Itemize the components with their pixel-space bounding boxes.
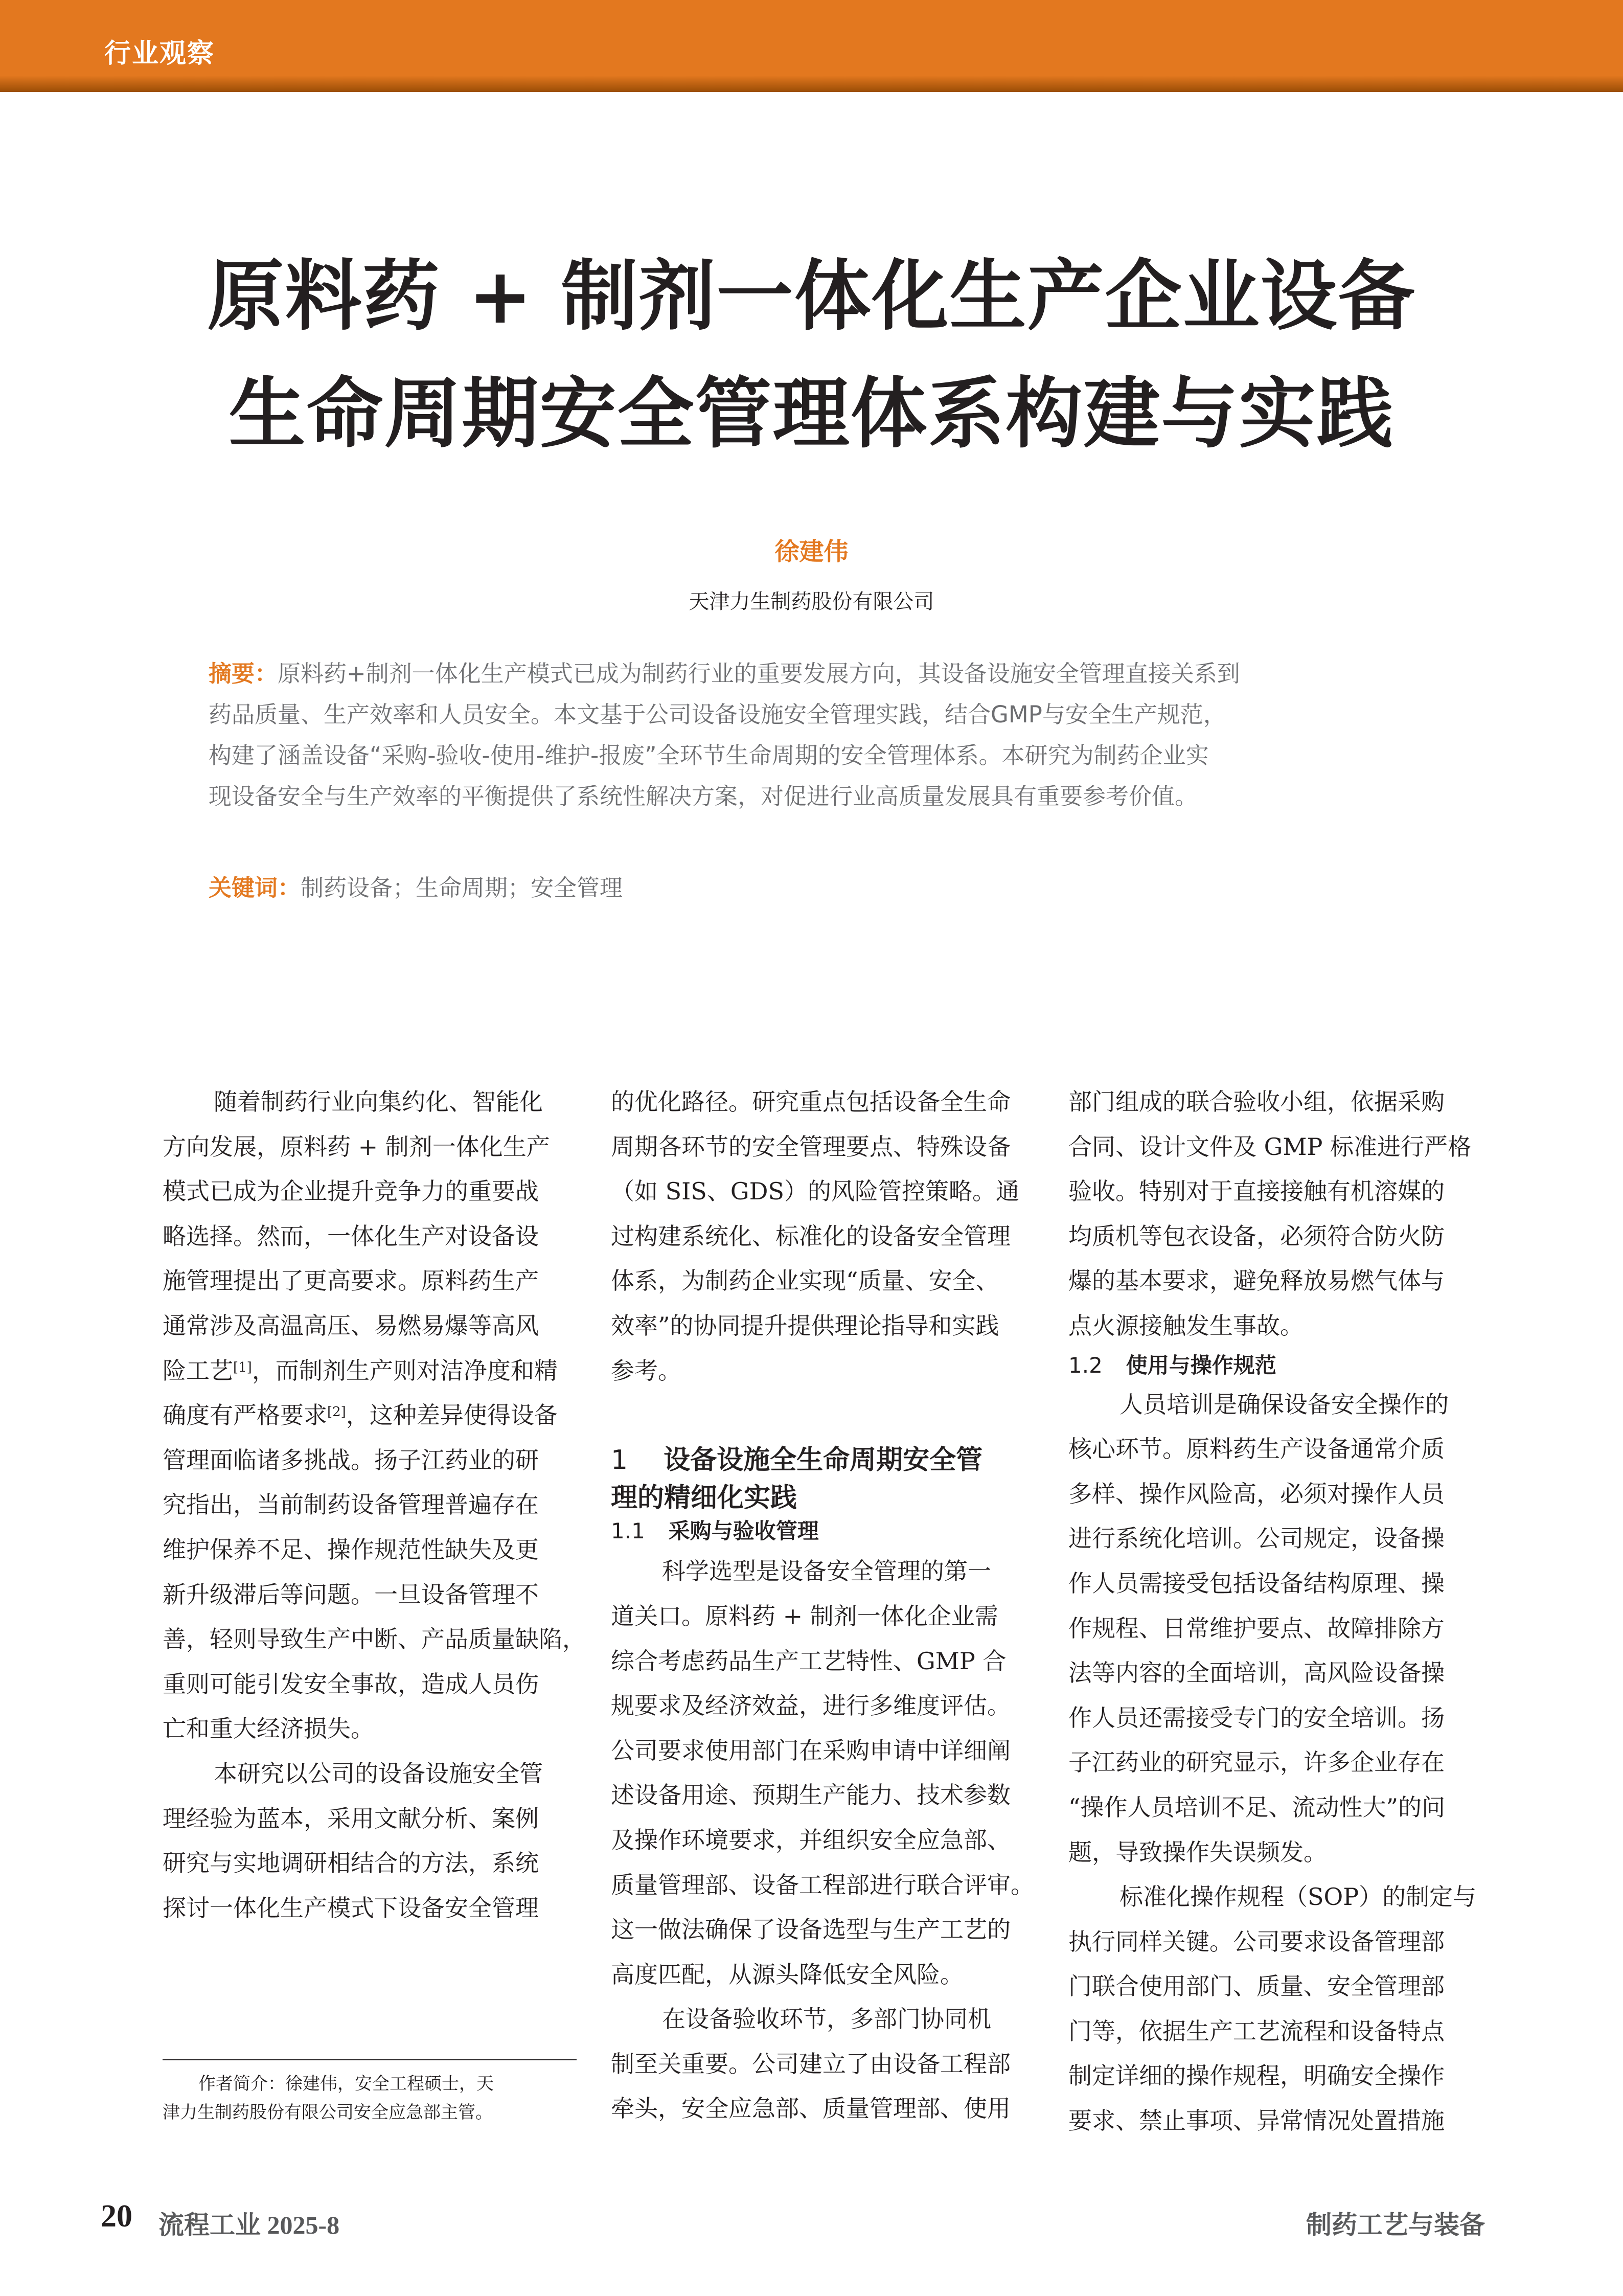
- body-text-line: 的优化路径。研究重点包括设备全生命: [611, 1088, 1011, 1116]
- body-text-line: 随着制药行业向集约化、智能化: [214, 1088, 543, 1116]
- body-text-line: 制定详细的操作规程，明确安全操作: [1068, 2062, 1445, 2090]
- body-text-line: 及操作环境要求，并组织安全应急部、: [611, 1826, 1011, 1854]
- body-text-line: 述设备用途、预期生产能力、技术参数: [611, 1781, 1011, 1809]
- body-text: ，而制剂生产则对洁净度和精: [252, 1356, 558, 1384]
- author-name: 徐建伟: [774, 537, 849, 566]
- body-text-line: 牵头，安全应急部、质量管理部、使用: [611, 2095, 1011, 2123]
- page-number: 20: [101, 2199, 132, 2234]
- body-text-line: 验收。特别对于直接接触有机溶媒的: [1068, 1177, 1445, 1206]
- journal-issue: 流程工业 2025-8: [158, 2211, 340, 2239]
- abstract-line: 现设备安全与生产效率的平衡提供了系统性解决方案，对促进行业高质量发展具有重要参考价值。: [209, 783, 1198, 810]
- body-text-line: 题，导致操作失误频发。: [1068, 1838, 1327, 1866]
- section-heading-1-cont: 理的精细化实践: [611, 1483, 797, 1514]
- subsection-title: 采购与验收管理: [668, 1518, 819, 1544]
- body-text-line: 合同、设计文件及 GMP 标准进行严格: [1068, 1132, 1472, 1161]
- body-text-line: 作规程、日常维护要点、故障排除方: [1068, 1614, 1445, 1642]
- body-text: 确度有严格要求: [163, 1401, 327, 1429]
- body-text-line: 探讨一体化生产模式下设备安全管理: [163, 1894, 539, 1922]
- body-text-line: （如 SIS、GDS）的风险管控策略。通: [611, 1177, 1019, 1206]
- author-affiliation: 天津力生制药股份有限公司: [689, 590, 934, 613]
- body-text-line: 质量管理部、设备工程部进行联合评审。: [611, 1871, 1034, 1899]
- abstract-label: 摘要：: [209, 660, 278, 687]
- abstract-line: 药品质量、生产效率和人员安全。本文基于公司设备设施安全管理实践，结合GMP与安全生产规范，: [209, 701, 1226, 728]
- body-column-2: [611, 1080, 1035, 2131]
- footnote-line: 作者简介：徐建伟，安全工程硕士，天: [198, 2074, 494, 2094]
- keywords: [209, 869, 623, 902]
- article-title-line-2: 生命周期安全管理体系构建与实践: [228, 370, 1395, 459]
- body-text-line: 过构建系统化、标准化的设备安全管理: [611, 1222, 1011, 1250]
- body-text-line: 法等内容的全面培训，高风险设备操: [1068, 1659, 1445, 1687]
- abstract-text: 原料药+制剂一体化生产模式已成为制药行业的重要发展方向，其设备设施安全管理直接关系到: [278, 660, 1240, 687]
- body-text-line: 模式已成为企业提升竞争力的重要战: [163, 1177, 539, 1206]
- body-text-line: 管理面临诸多挑战。扬子江药业的研: [163, 1446, 539, 1474]
- body-text-line: 高度匹配，从源头降低安全风险。: [611, 1960, 964, 1988]
- body-text-line: 规要求及经济效益，进行多维度评估。: [611, 1692, 1011, 1720]
- citation-reference[interactable]: [1]: [233, 1359, 252, 1375]
- body-text-line: 门联合使用部门、质量、安全管理部: [1068, 1972, 1445, 2001]
- body-text-line: [163, 1393, 577, 1438]
- body-text: ，这种差异使得设备: [346, 1401, 558, 1429]
- keywords-text: 制药设备；生命周期；安全管理: [301, 874, 623, 901]
- abstract: [209, 653, 1451, 817]
- author-bio-footnote: [163, 2070, 577, 2127]
- body-text-line: 在设备验收环节，多部门协同机: [662, 2005, 991, 2033]
- body-text-line: 这一做法确保了设备选型与生产工艺的: [611, 1916, 1011, 1944]
- body-text-line: [163, 1349, 577, 1394]
- body-text-line: 作人员需接受包括设备结构原理、操: [1068, 1569, 1445, 1597]
- spacer: [611, 1393, 1035, 1438]
- article-title-line-1: 原料药 + 制剂一体化生产企业设备: [207, 252, 1416, 341]
- footnote-line: 津力生制药股份有限公司安全应急部主管。: [163, 2102, 493, 2123]
- section-tag: 行业观察: [104, 38, 215, 69]
- body-text-line: “操作人员培训不足、流动性大”的问: [1068, 1793, 1446, 1821]
- body-text-line: 新升级滞后等问题。一旦设备管理不: [163, 1580, 539, 1608]
- body-text-line: 人员培训是确保设备安全操作的: [1119, 1390, 1449, 1418]
- body-text: 险工艺: [163, 1356, 233, 1384]
- body-text-line: 维护保养不足、操作规范性缺失及更: [163, 1535, 539, 1563]
- col2-paragraph-group: [611, 1549, 1035, 2131]
- body-column-3: [1068, 1080, 1493, 2144]
- section-header-bar: [0, 0, 1623, 92]
- body-text-line: 本研究以公司的设备设施安全管: [214, 1759, 543, 1787]
- subsection-title: 使用与操作规范: [1126, 1352, 1276, 1378]
- citation-reference[interactable]: [2]: [327, 1404, 346, 1420]
- body-text-line: 进行系统化培训。公司规定，设备操: [1068, 1525, 1445, 1553]
- body-text-line: 门等，依据生产工艺流程和设备特点: [1068, 2017, 1445, 2045]
- body-text-line: 亡和重大经济损失。: [163, 1715, 374, 1743]
- body-column-1: [163, 1080, 586, 1930]
- body-text-line: 施管理提出了更高要求。原料药生产: [163, 1267, 539, 1295]
- body-text-line: 执行同样关键。公司要求设备管理部: [1068, 1927, 1445, 1956]
- body-text-line: 部门组成的联合验收小组，依据采购: [1068, 1088, 1445, 1116]
- body-text-line: 要求、禁止事项、异常情况处置措施: [1068, 2107, 1445, 2135]
- col3-paragraph-group: [1068, 1382, 1493, 2144]
- body-text-line: 标准化操作规程（SOP）的制定与: [1119, 1883, 1477, 1911]
- body-text-line: 多样、操作风险高，必须对操作人员: [1068, 1480, 1445, 1508]
- body-text-line: 体系，为制药企业实现“质量、安全、: [611, 1267, 999, 1295]
- body-text-line: 略选择。然而，一体化生产对设备设: [163, 1222, 539, 1250]
- subsection-heading-1-1: [611, 1513, 1035, 1549]
- body-text-line: 参考。: [611, 1356, 681, 1384]
- body-text-line: 公司要求使用部门在采购申请中详细阐: [611, 1736, 1011, 1764]
- keywords-label: 关键词：: [209, 874, 301, 901]
- subsection-number: 1.2: [1068, 1352, 1103, 1378]
- body-text-line: 科学选型是设备安全管理的第一: [662, 1557, 991, 1585]
- col3-paragraph-group: [1068, 1080, 1493, 1349]
- body-text-line: 理经验为蓝本，采用文献分析、案例: [163, 1804, 539, 1832]
- body-text-line: 点火源接触发生事故。: [1068, 1311, 1304, 1339]
- body-text-line: 研究与实地调研相结合的方法，系统: [163, 1849, 539, 1877]
- body-text-line: 制至关重要。公司建立了由设备工程部: [611, 2050, 1011, 2078]
- body-text-line: 综合考虑药品生产工艺特性、GMP 合: [611, 1647, 1007, 1675]
- subsection-heading-1-2: [1068, 1349, 1493, 1382]
- body-text-line: 善，轻则导致生产中断、产品质量缺陷，: [163, 1625, 586, 1653]
- body-text-line: 核心环节。原料药生产设备通常介质: [1068, 1435, 1445, 1463]
- body-text-line: 通常涉及高温高压、易燃易爆等高风: [163, 1311, 539, 1339]
- body-text-line: 爆的基本要求，避免释放易燃气体与: [1068, 1267, 1445, 1295]
- section-heading-1: [611, 1438, 1035, 1483]
- section-title: 设备设施全生命周期安全管: [664, 1444, 983, 1475]
- col2-paragraph-group: [611, 1080, 1035, 1393]
- column-name: 制药工艺与装备: [1306, 2211, 1485, 2239]
- footnote-divider: [163, 2059, 577, 2060]
- body-text-line: 重则可能引发安全事故，造成人员伤: [163, 1670, 539, 1698]
- body-text-line: 子江药业的研究显示，许多企业存在: [1068, 1748, 1445, 1777]
- body-text-line: 均质机等包衣设备，必须符合防火防: [1068, 1222, 1445, 1250]
- body-text-line: 效率”的协同提升提供理论指导和实践: [611, 1311, 999, 1339]
- body-text-line: 周期各环节的安全管理要点、特殊设备: [611, 1132, 1011, 1161]
- section-number: 1: [611, 1444, 628, 1475]
- abstract-line: [209, 653, 1451, 694]
- subsection-number: 1.1: [611, 1518, 645, 1544]
- body-text-line: 道关口。原料药 + 制剂一体化企业需: [611, 1602, 998, 1630]
- abstract-line: 构建了涵盖设备“采购-验收-使用-维护-报废”全环节生命周期的安全管理体系。本研究为制药企业实: [209, 742, 1209, 769]
- body-text-line: 究指出，当前制药设备管理普遍存在: [163, 1491, 539, 1519]
- body-text-line: 作人员还需接受专门的安全培训。扬: [1068, 1703, 1445, 1732]
- body-text-line: 方向发展，原料药 + 制剂一体化生产: [163, 1132, 550, 1161]
